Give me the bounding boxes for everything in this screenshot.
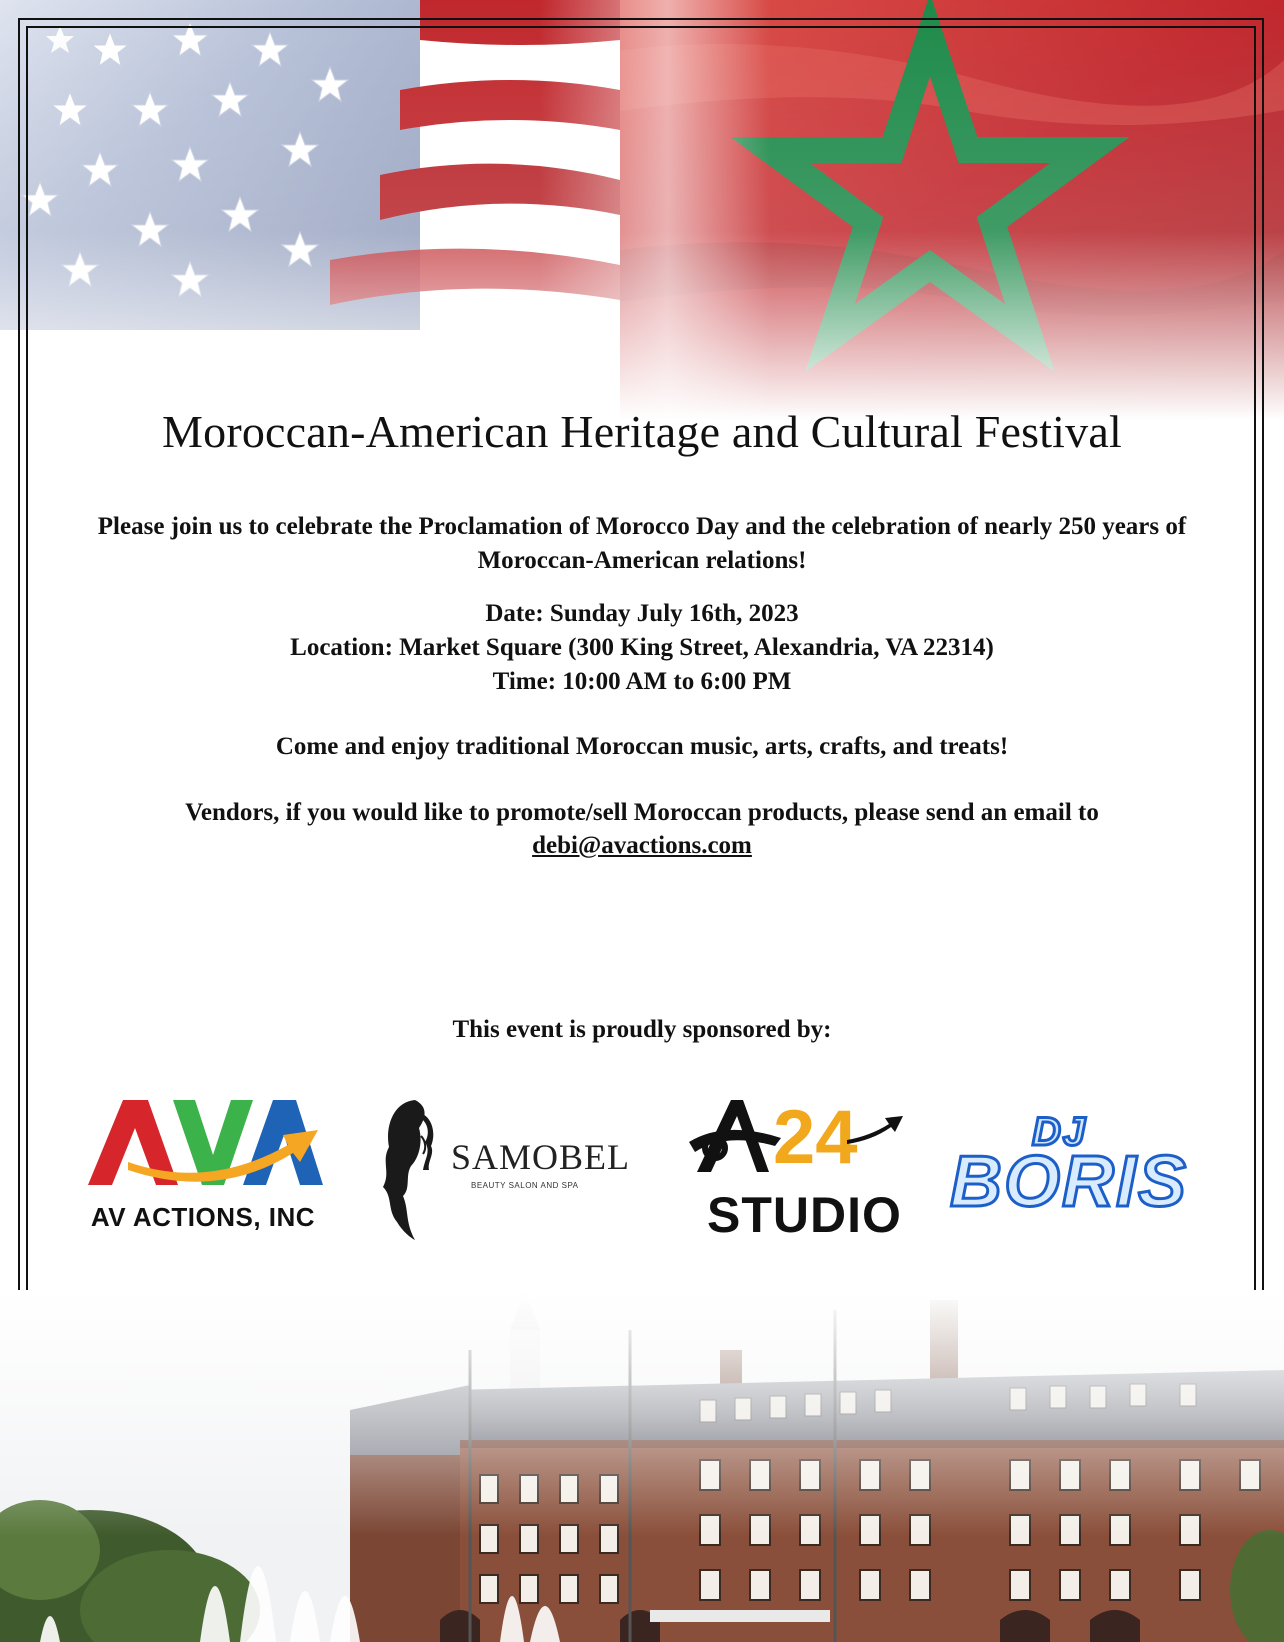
vendors-text: Vendors, if you would like to promote/sell Moroccan products, please send an email to: [185, 799, 1099, 826]
ava-letters: [78, 1090, 328, 1200]
event-details: [60, 597, 1224, 699]
event-date: Date: Sunday July 16th, 2023: [485, 600, 799, 627]
a24-number: 24: [773, 1095, 858, 1180]
samobel-name: SAMOBEL: [451, 1137, 631, 1177]
event-intro: Please join us to celebrate the Proclamation of Morocco Day and the celebration of nearly 250 years of Moroccan-American relations!: [97, 513, 1187, 574]
city-hall-photo: [0, 1290, 1284, 1642]
vendor-email-link[interactable]: debi@avactions.com: [532, 832, 752, 859]
event-activities: Come and enjoy traditional Moroccan music, arts, crafts, and treats!: [275, 733, 1009, 760]
ava-caption: AV ACTIONS, INC: [90, 1202, 316, 1232]
event-location: Location: Market Square (300 King Street, Alexandria, VA 22314): [290, 634, 994, 661]
a24-studio-logo: [685, 1090, 915, 1243]
a-monogram-icon: [685, 1090, 785, 1190]
arrow-icon: [845, 1110, 905, 1150]
a24-studio-text: STUDIO: [707, 1187, 902, 1243]
sponsor-heading: This event is proudly sponsored by:: [452, 1016, 832, 1043]
boris-text: BORIS: [950, 1142, 1189, 1222]
building-image: [0, 1290, 1284, 1642]
event-title: Moroccan-American Heritage and Cultural Festival: [162, 406, 1122, 457]
woman-silhouette-icon: [375, 1092, 455, 1242]
av-actions-logo: [78, 1090, 328, 1240]
samobel-logo: [375, 1092, 645, 1242]
dj-boris-logo: [950, 1110, 1210, 1220]
vendors-note: [60, 796, 1224, 862]
flags-image: [0, 0, 1284, 420]
dj-text: DJ: [1032, 1110, 1088, 1154]
flags-banner: [0, 0, 1284, 420]
event-time: Time: 10:00 AM to 6:00 PM: [492, 668, 792, 695]
samobel-subtitle: BEAUTY SALON AND SPA: [471, 1181, 579, 1190]
